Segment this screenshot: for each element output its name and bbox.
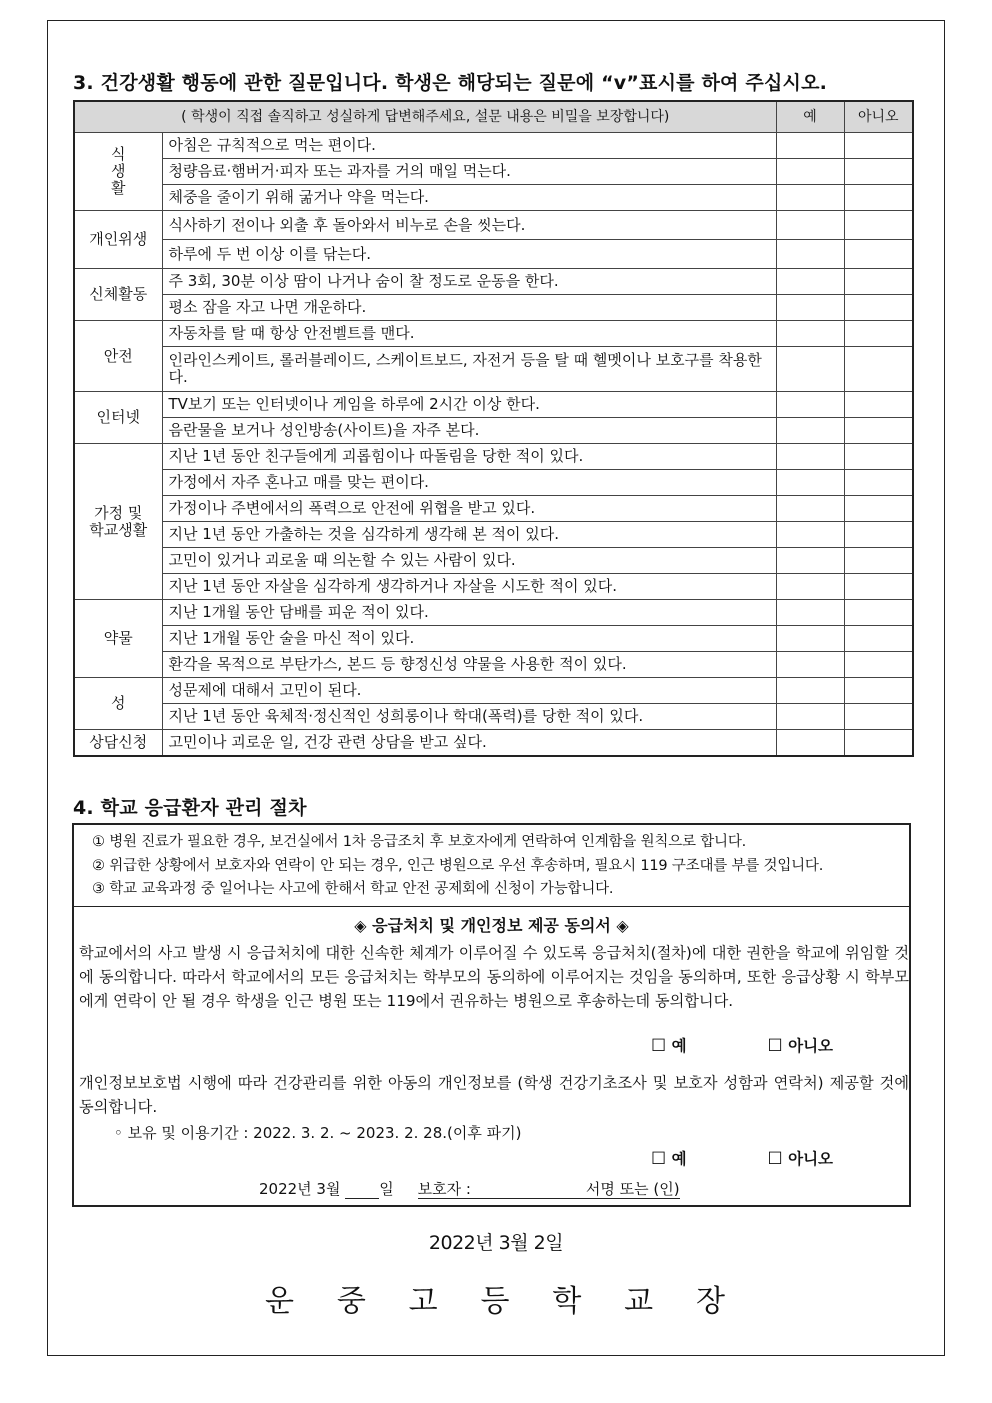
emergency-consent-text: 학교에서의 사고 발생 시 응급처치에 대한 신속한 체계가 이루어질 수 있도록 응급처치(절차)에 대한 권한을 학교에 위임할 것에 동의합니다. 따라서 학교에서의 모든 응급처치는 학부모의 동의하에 이루어지는 것임을 동의하며, 또한 응급상황 시 학부모에게 연락이 안 될 경우 학생을 인근 병원 또는 119에서 권유하는 병원으로 후송하는데 동의합니다. — [79, 944, 909, 1010]
answer-yes-cell[interactable] — [776, 444, 844, 470]
survey-row — [74, 444, 913, 470]
school-name-char: 학 — [552, 1284, 582, 1319]
survey-row — [74, 211, 913, 240]
answer-no-cell[interactable] — [844, 470, 913, 496]
survey-category: 성 — [74, 678, 162, 730]
survey-question: 지난 1개월 동안 담배를 피운 적이 있다. — [162, 600, 776, 626]
sign-day-blank[interactable] — [345, 1182, 379, 1199]
answer-no-cell[interactable] — [844, 185, 913, 211]
answer-no-cell[interactable] — [844, 347, 913, 392]
answer-yes-cell[interactable] — [776, 159, 844, 185]
answer-no-cell[interactable] — [844, 295, 913, 321]
answer-yes-cell[interactable] — [776, 295, 844, 321]
emergency-no-checkbox[interactable]: ☐ 아니오 — [767, 1036, 834, 1056]
answer-no-cell[interactable] — [844, 652, 913, 678]
procedure-item: ③ 학교 교육과정 중 일어나는 사고에 한해서 학교 안전 공제회에 신청이 가능합니다. — [92, 881, 614, 897]
answer-no-cell[interactable] — [844, 418, 913, 444]
survey-question: 지난 1년 동안 가출하는 것을 심각하게 생각해 본 적이 있다. — [162, 522, 776, 548]
survey-header-note: ( 학생이 직접 솔직하고 성실하게 답변해주세요, 설문 내용은 비밀을 보장합니다) — [74, 101, 776, 133]
retention-period: ◦ 보유 및 이용기간 : 2022. 3. 2. ~ 2023. 2. 28.(이후 파기) — [114, 1124, 522, 1142]
sign-day-suffix: 일 — [379, 1180, 394, 1198]
answer-yes-cell[interactable] — [776, 240, 844, 269]
guardian-label: 보호자 : — [417, 1180, 471, 1198]
survey-question: 지난 1년 동안 육체적·정신적인 성희롱이나 학대(폭력)를 당한 적이 있다. — [162, 704, 776, 730]
survey-row — [74, 185, 913, 211]
answer-yes-cell[interactable] — [776, 574, 844, 600]
answer-yes-cell[interactable] — [776, 678, 844, 704]
survey-question: 인라인스케이트, 롤러블레이드, 스케이트보드, 자전거 등을 탈 때 헬멧이나 보호구를 착용한다. — [162, 347, 776, 392]
survey-row — [74, 347, 913, 392]
answer-no-cell[interactable] — [844, 444, 913, 470]
survey-question: 환각을 목적으로 부탄가스, 본드 등 향정신성 약물을 사용한 적이 있다. — [162, 652, 776, 678]
answer-yes-cell[interactable] — [776, 133, 844, 159]
privacy-no-checkbox[interactable]: ☐ 아니오 — [767, 1149, 834, 1169]
survey-category: 상담신청 — [74, 730, 162, 756]
survey-question: TV보기 또는 인터넷이나 게임을 하루에 2시간 이상 한다. — [162, 392, 776, 418]
survey-question: 지난 1개월 동안 술을 마신 적이 있다. — [162, 626, 776, 652]
school-name-char: 장 — [695, 1284, 725, 1319]
answer-no-cell[interactable] — [844, 392, 913, 418]
answer-yes-cell[interactable] — [776, 321, 844, 347]
health-survey-table — [73, 100, 914, 757]
privacy-yes-checkbox[interactable]: ☐ 예 — [651, 1149, 687, 1169]
emergency-procedure-box — [72, 823, 911, 1207]
answer-yes-cell[interactable] — [776, 269, 844, 295]
survey-row — [74, 133, 913, 159]
answer-no-cell[interactable] — [844, 133, 913, 159]
survey-row — [74, 321, 913, 347]
survey-row — [74, 240, 913, 269]
survey-category: 신체활동 — [74, 269, 162, 321]
survey-row — [74, 470, 913, 496]
survey-row — [74, 600, 913, 626]
procedure-item: ① 병원 진료가 필요한 경우, 보건실에서 1차 응급조치 후 보호자에게 연락하여 인계함을 원칙으로 합니다. — [92, 834, 747, 850]
school-principal — [265, 1276, 725, 1320]
section3-title: 3. 건강생활 행동에 관한 질문입니다. 학생은 해당되는 질문에 “v”표시를 하여 주십시오. — [73, 72, 828, 94]
survey-category: 식 생 활 — [74, 133, 162, 211]
answer-yes-cell[interactable] — [776, 211, 844, 240]
answer-yes-cell[interactable] — [776, 418, 844, 444]
survey-row — [74, 392, 913, 418]
survey-question: 평소 잠을 자고 나면 개운하다. — [162, 295, 776, 321]
school-name-char: 중 — [336, 1284, 366, 1319]
emergency-consent-choices — [651, 1034, 833, 1056]
signature-line — [259, 1178, 680, 1199]
answer-yes-cell[interactable] — [776, 548, 844, 574]
answer-yes-cell[interactable] — [776, 496, 844, 522]
answer-no-cell[interactable] — [844, 522, 913, 548]
answer-yes-cell[interactable] — [776, 730, 844, 756]
privacy-consent-choices — [651, 1147, 833, 1169]
signature-label: 서명 또는 (인) — [585, 1180, 680, 1198]
column-no: 아니오 — [844, 101, 913, 133]
survey-question: 가정에서 자주 혼나고 매를 맞는 편이다. — [162, 470, 776, 496]
answer-no-cell[interactable] — [844, 269, 913, 295]
survey-question: 식사하기 전이나 외출 후 돌아와서 비누로 손을 씻는다. — [162, 211, 776, 240]
survey-question: 지난 1년 동안 친구들에게 괴롭힘이나 따돌림을 당한 적이 있다. — [162, 444, 776, 470]
issue-date: 2022년 3월 2일 — [428, 1232, 564, 1254]
survey-question: 하루에 두 번 이상 이를 닦는다. — [162, 240, 776, 269]
survey-question: 가정이나 주변에서의 폭력으로 안전에 위협을 받고 있다. — [162, 496, 776, 522]
emergency-yes-checkbox[interactable]: ☐ 예 — [651, 1036, 687, 1056]
survey-question: 음란물을 보거나 성인방송(사이트)을 자주 본다. — [162, 418, 776, 444]
survey-row — [74, 652, 913, 678]
answer-no-cell[interactable] — [844, 600, 913, 626]
survey-row — [74, 418, 913, 444]
school-name-char: 교 — [624, 1284, 654, 1319]
survey-row — [74, 730, 913, 756]
answer-no-cell[interactable] — [844, 496, 913, 522]
answer-yes-cell[interactable] — [776, 392, 844, 418]
privacy-consent-text: 개인정보보호법 시행에 따라 건강관리를 위한 아동의 개인정보를 (학생 건강기초조사 및 보호자 성함과 연락처) 제공할 것에 동의합니다. — [79, 1074, 909, 1116]
answer-yes-cell[interactable] — [776, 347, 844, 392]
survey-header-row — [74, 101, 913, 133]
answer-no-cell[interactable] — [844, 240, 913, 269]
answer-no-cell[interactable] — [844, 548, 913, 574]
survey-question: 아침은 규칙적으로 먹는 편이다. — [162, 133, 776, 159]
column-yes: 예 — [776, 101, 844, 133]
school-name-char: 운 — [265, 1284, 294, 1319]
survey-row — [74, 626, 913, 652]
answer-no-cell[interactable] — [844, 678, 913, 704]
sign-date-prefix: 2022년 3월 — [259, 1180, 341, 1198]
survey-row — [74, 574, 913, 600]
answer-yes-cell[interactable] — [776, 522, 844, 548]
survey-question: 청량음료·햄버거·피자 또는 과자를 거의 매일 먹는다. — [162, 159, 776, 185]
consent-title: ◈ 응급처치 및 개인정보 제공 동의서 ◈ — [354, 916, 629, 935]
answer-no-cell[interactable] — [844, 626, 913, 652]
guardian-signature-field[interactable] — [418, 1180, 680, 1199]
section4-title: 4. 학교 응급환자 관리 절차 — [73, 797, 307, 819]
survey-category: 인터넷 — [74, 392, 162, 444]
survey-category: 약물 — [74, 600, 162, 678]
procedure-item: ② 위급한 상황에서 보호자와 연락이 안 되는 경우, 인근 병원으로 우선 후송하며, 필요시 119 구조대를 부를 것입니다. — [92, 857, 824, 874]
answer-yes-cell[interactable] — [776, 185, 844, 211]
survey-row — [74, 159, 913, 185]
survey-category: 안전 — [74, 321, 162, 392]
survey-question: 체중을 줄이기 위해 굶거나 약을 먹는다. — [162, 185, 776, 211]
answer-yes-cell[interactable] — [776, 652, 844, 678]
survey-question: 고민이나 괴로운 일, 건강 관련 상담을 받고 싶다. — [162, 730, 776, 756]
answer-yes-cell[interactable] — [776, 600, 844, 626]
survey-row — [74, 496, 913, 522]
answer-no-cell[interactable] — [844, 574, 913, 600]
school-name-char: 등 — [480, 1284, 510, 1319]
survey-row — [74, 522, 913, 548]
answer-no-cell[interactable] — [844, 211, 913, 240]
answer-no-cell[interactable] — [844, 321, 913, 347]
survey-row — [74, 269, 913, 295]
survey-category: 가정 및 학교생활 — [74, 444, 162, 600]
survey-question: 지난 1년 동안 자살을 심각하게 생각하거나 자살을 시도한 적이 있다. — [162, 574, 776, 600]
survey-row — [74, 548, 913, 574]
survey-category: 개인위생 — [74, 211, 162, 269]
procedure-list — [92, 831, 902, 902]
divider — [74, 906, 909, 907]
answer-yes-cell[interactable] — [776, 470, 844, 496]
survey-question: 자동차를 탈 때 항상 안전벨트를 맨다. — [162, 321, 776, 347]
answer-no-cell[interactable] — [844, 159, 913, 185]
survey-row — [74, 678, 913, 704]
survey-question: 고민이 있거나 괴로울 때 의논할 수 있는 사람이 있다. — [162, 548, 776, 574]
survey-question: 주 3회, 30분 이상 땀이 나거나 숨이 찰 정도로 운동을 한다. — [162, 269, 776, 295]
survey-row — [74, 704, 913, 730]
survey-row — [74, 295, 913, 321]
answer-yes-cell[interactable] — [776, 704, 844, 730]
school-name-char: 고 — [408, 1284, 438, 1319]
survey-question: 성문제에 대해서 고민이 된다. — [162, 678, 776, 704]
answer-no-cell[interactable] — [844, 704, 913, 730]
answer-no-cell[interactable] — [844, 730, 913, 756]
answer-yes-cell[interactable] — [776, 626, 844, 652]
